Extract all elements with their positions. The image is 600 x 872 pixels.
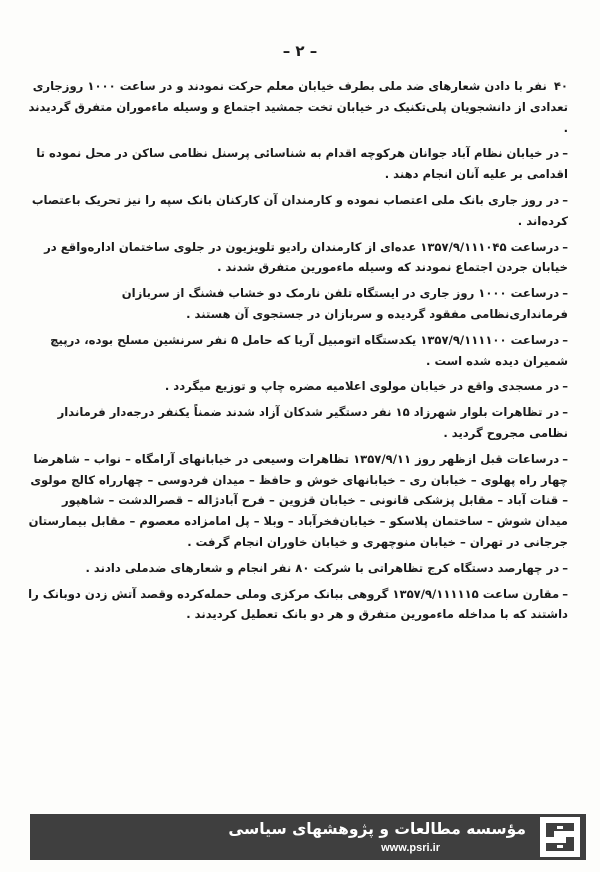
- bullet-dash: –: [562, 405, 568, 420]
- paragraph-text: درساعت ۱۳۵۷/۹/۱۱۱۰۴۵ عده‌ای از کارمندان رادیو تلویزیون در جلوی ساختمان اداره‌واقع در خیابان جردن اجتماع نمودند که وسیله ماءمورین متفرق شدند .: [44, 239, 568, 275]
- paragraph-text: در مسجدی واقع در خیابان مولوی اعلامیه مضره چاپ و توزیع میگردد .: [164, 379, 560, 394]
- paragraph: [28, 402, 568, 444]
- paragraph: [28, 584, 568, 626]
- bullet-dash: –: [562, 286, 568, 301]
- paragraph-text: درساعت ۱۰۰۰ روز جاری در ایستگاه تلفن نارمک دو خشاب فشنگ از سربازان فرمانداری‌نظامی مفقود گردیده و سربازان در جستجوی آن هستند .: [121, 286, 568, 321]
- bullet-dash: –: [562, 332, 568, 347]
- paragraph-text: در چهارصد دستگاه کرج تظاهراتی با شرکت ۸۰ نفر انجام و شعارهای ضدملی دادند .: [85, 560, 560, 575]
- document-body: [28, 76, 568, 630]
- paragraph-text: درساعات قبل ازظهر روز ۱۳۵۷/۹/۱۱ تظاهرات وسیعی در خیابانهای آرامگاه – نواب – شاهرضا چهار راه پهلوی – خیابان ری – خیابانهای خوش و حافظ – میدان فردوسی – چهارراه کالج مولوی – قنات آباد – مقابل پزشکی قانونی – خیابان قزوین – فرح آباد‌ژاله – قصرالدشت – شاهپور میدان شوش – ساختمان پلاسکو – خیابان‌فخرآباد – وبلا – پل امامزاده معصوم – مقابل بیمارستان جرجانی در تهران – خیابان منوچهری و خیابان خاوران انجام گرفت .: [28, 451, 568, 549]
- paragraph: [28, 76, 568, 138]
- paragraph-text: مقارن ساعت ۱۳۵۷/۹/۱۱۱۱۱۵ گروهی ببانک مرکزی وملی حمله‌کرده وقصد آتش زدن دوبانک را داشتند که با مداخله ماءمورین متفرق و هر دو بانک تعطیل کردیدند .: [28, 586, 568, 622]
- paragraph-text: ۴۰ نفر با دادن شعارهای ضد ملی بطرف خیابان معلم حرکت نمودند و در ساعت ۱۰۰۰ روزجاری تعدادی از دانشجویان پلی‌تکنیک در خیابان تخت جمشید اجتماع و وسیله ماءموران متفرق گردیدند .: [28, 79, 568, 135]
- bullet-dash: –: [562, 586, 568, 601]
- paragraph: [28, 376, 568, 397]
- paragraph: [28, 330, 568, 372]
- bullet-dash: –: [562, 192, 568, 207]
- paragraph-text: در تظاهرات بلوار شهرزاد ۱۵ نفر دستگیر شدکان آزاد شدند ضمناً یکنفر درجه‌دار فرماندار نظامی مجروح گردید .: [57, 405, 568, 440]
- paragraph: [28, 558, 568, 579]
- bullet-dash: –: [562, 379, 568, 394]
- paragraph-text: در خیابان نظام آباد جوانان هرکوچه اقدام به شناسائی پرسنل نظامی ساکن در محل نموده تا اقدامی بر علیه آنان انجام دهند .: [36, 146, 568, 182]
- paragraph-text: در روز جاری بانک ملی اعتصاب نموده و کارمندان آن کارکنان بانک سپه را نیز تحریک باعتصاب کرده‌اند .: [31, 192, 568, 228]
- bullet-dash: –: [562, 451, 568, 466]
- bullet-dash: –: [562, 146, 568, 161]
- watermark-footer: [30, 814, 586, 860]
- bullet-dash: –: [562, 239, 568, 254]
- bullet-dash: –: [562, 560, 568, 575]
- institute-website: www.psri.ir: [381, 842, 440, 854]
- paragraph: [28, 143, 568, 185]
- paragraph: [28, 190, 568, 232]
- psri-logo-icon: [540, 817, 580, 857]
- paragraph: [28, 449, 568, 553]
- page-number: – ۲ –: [282, 42, 318, 60]
- paragraph: [28, 283, 568, 325]
- paragraph: [28, 237, 568, 279]
- institute-name: مؤسسه مطالعات و پژوهشهای سیاسی: [228, 820, 526, 838]
- paragraph-text: درساعت ۱۳۵۷/۹/۱۱۱۱۰۰ یکدستگاه اتومبیل آریا که حامل ۵ نفر سرنشین مسلح بوده، درپیچ شمیران دیده شده است .: [50, 332, 568, 368]
